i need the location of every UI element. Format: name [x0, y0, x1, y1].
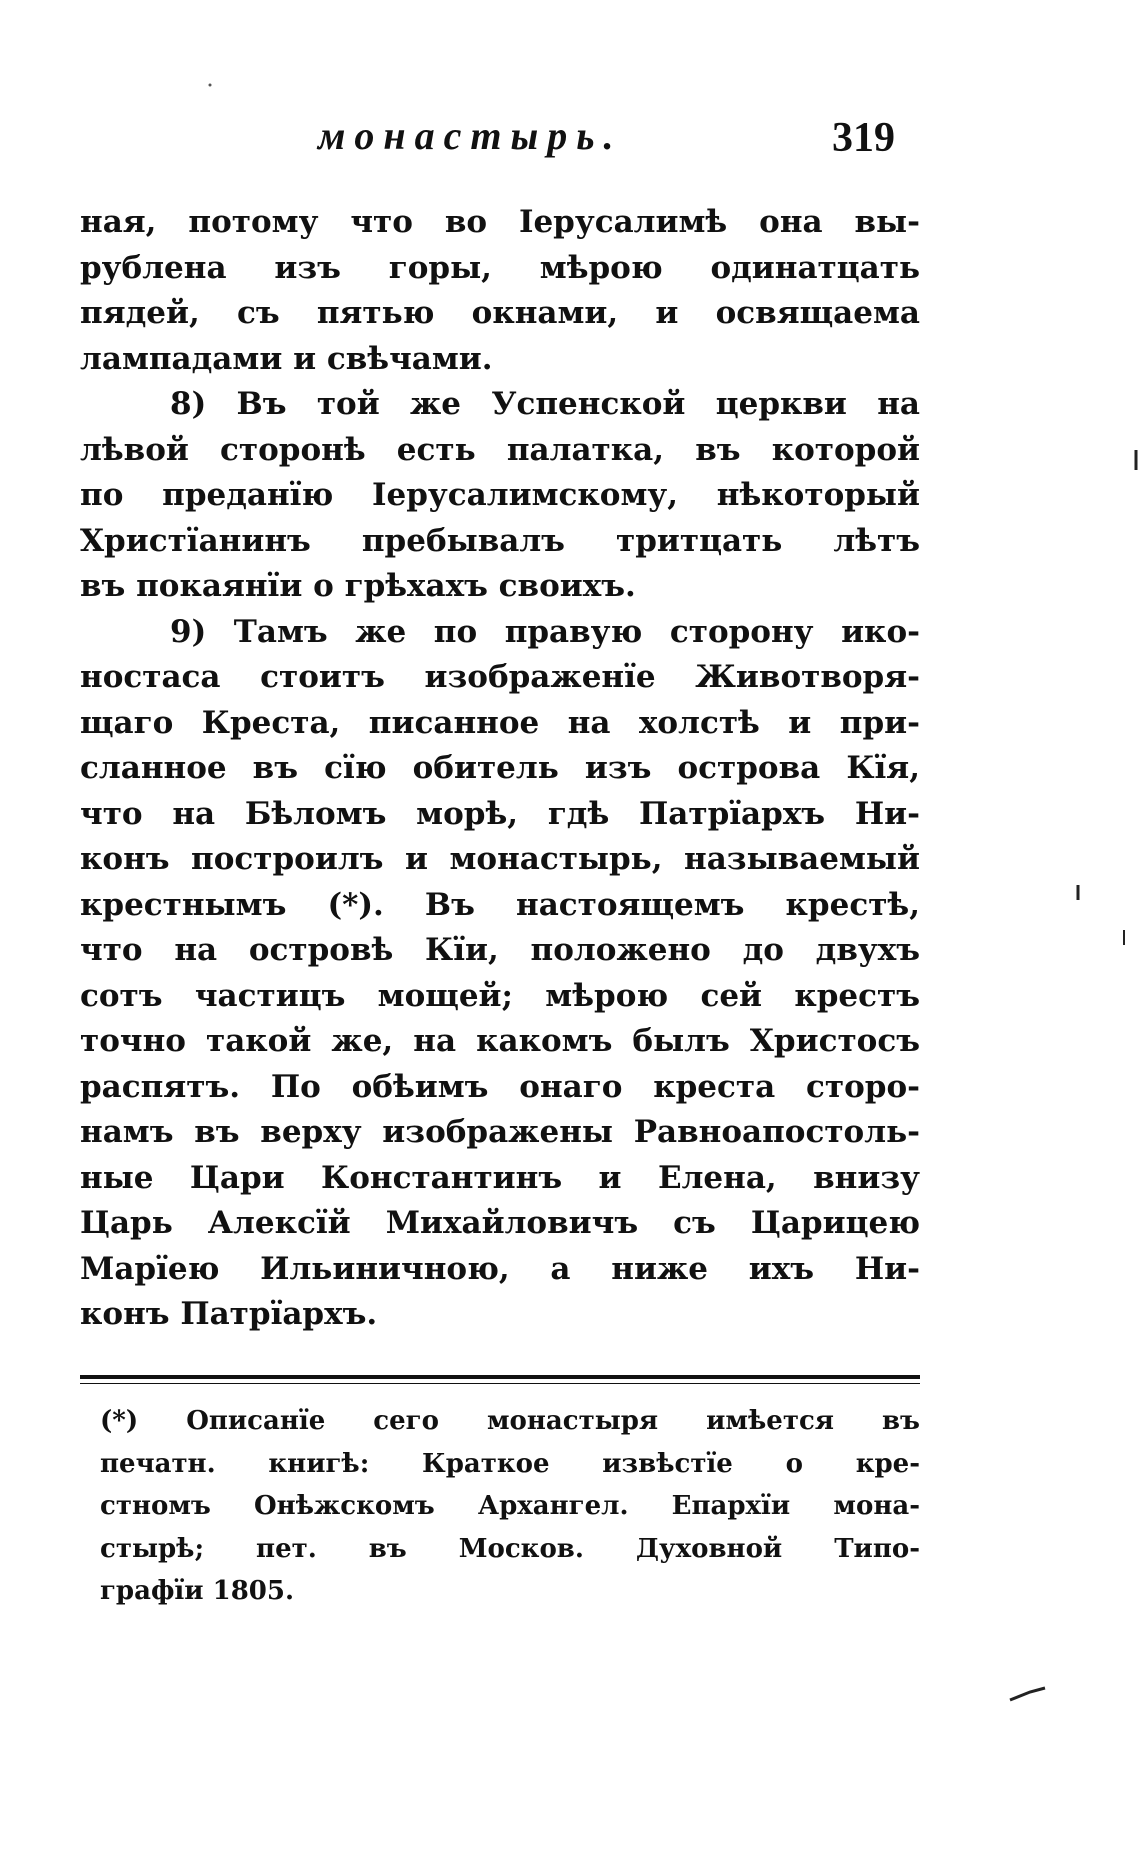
- text-line: распятъ. По обѣимъ онаго креста сторо-: [80, 1068, 920, 1105]
- text-line: точно такой же, на какомъ былъ Христосъ: [80, 1023, 920, 1059]
- text-line: ные Цари Константинъ и Елена, внизу: [80, 1159, 920, 1196]
- paragraph-9-start: 9) Тамъ же по правую сторону ико-: [170, 613, 920, 650]
- text-line: ностаса стоитъ изображенїе Животворя-: [80, 659, 920, 695]
- footnote-line: (*) Описанїе сего монастыря имѣется въ: [100, 1406, 920, 1436]
- footnote-line: графїи 1805.: [100, 1576, 295, 1606]
- text-line: Христїанинъ пребывалъ тритцать лѣтъ: [80, 522, 920, 559]
- text-line: конъ построилъ и монастырь, называемый: [80, 841, 920, 877]
- page-number: 319: [832, 115, 895, 161]
- text-line: намъ въ верху изображены Равноапостоль-: [80, 1114, 920, 1150]
- text-line: лѣвой сторонѣ есть палатка, въ которой: [80, 431, 920, 468]
- text-line: сотъ частицъ мощей; мѣрою сей крестъ: [80, 977, 920, 1014]
- text-line: крестнымъ (*). Въ настоящемъ крестѣ,: [80, 886, 920, 923]
- text-line: пядей, съ пятью окнами, и освящаема: [80, 295, 920, 331]
- text-line: что на Бѣломъ морѣ, гдѣ Патрїархъ Ни-: [80, 795, 920, 832]
- text-line: сланное въ сїю обитель изъ острова Кїя,: [80, 750, 920, 786]
- running-title: монастырь.: [318, 113, 623, 158]
- footnote-line: стырѣ; пет. въ Москов. Духовной Типо-: [100, 1533, 920, 1564]
- text-line: ная, потому что во Iерусалимѣ она вы-: [80, 204, 920, 240]
- text-line: въ покаянїи о грѣхахъ своихъ.: [80, 568, 636, 604]
- text-line: по преданїю Iерусалимскому, нѣкоторый: [80, 477, 920, 513]
- ink-mark: [1010, 1688, 1045, 1700]
- text-line: щаго Креста, писанное на холстѣ и при-: [80, 704, 920, 741]
- dust-speck: [209, 84, 212, 87]
- footnote-line: печатн. книгѣ: Краткое извѣстїе о кре-: [100, 1448, 920, 1479]
- text-line: что на островѣ Кїи, положено до двухъ: [80, 932, 920, 968]
- text-line: конъ Патрїархъ.: [80, 1296, 378, 1332]
- text-line: Марїею Ильиничною, а ниже ихъ Ни-: [80, 1250, 920, 1287]
- text-line: Царь Алексїй Михайловичъ съ Царицею: [80, 1205, 920, 1241]
- paragraph-8-start: 8) Въ той же Успенской церкви на: [170, 386, 920, 422]
- footnote-line: стномъ Онѣжскомъ Архангел. Епархїи мона-: [100, 1491, 920, 1521]
- text-line: рублена изъ горы, мѣрою одинатцать: [80, 249, 920, 286]
- text-line: лампадами и свѣчами.: [80, 340, 493, 377]
